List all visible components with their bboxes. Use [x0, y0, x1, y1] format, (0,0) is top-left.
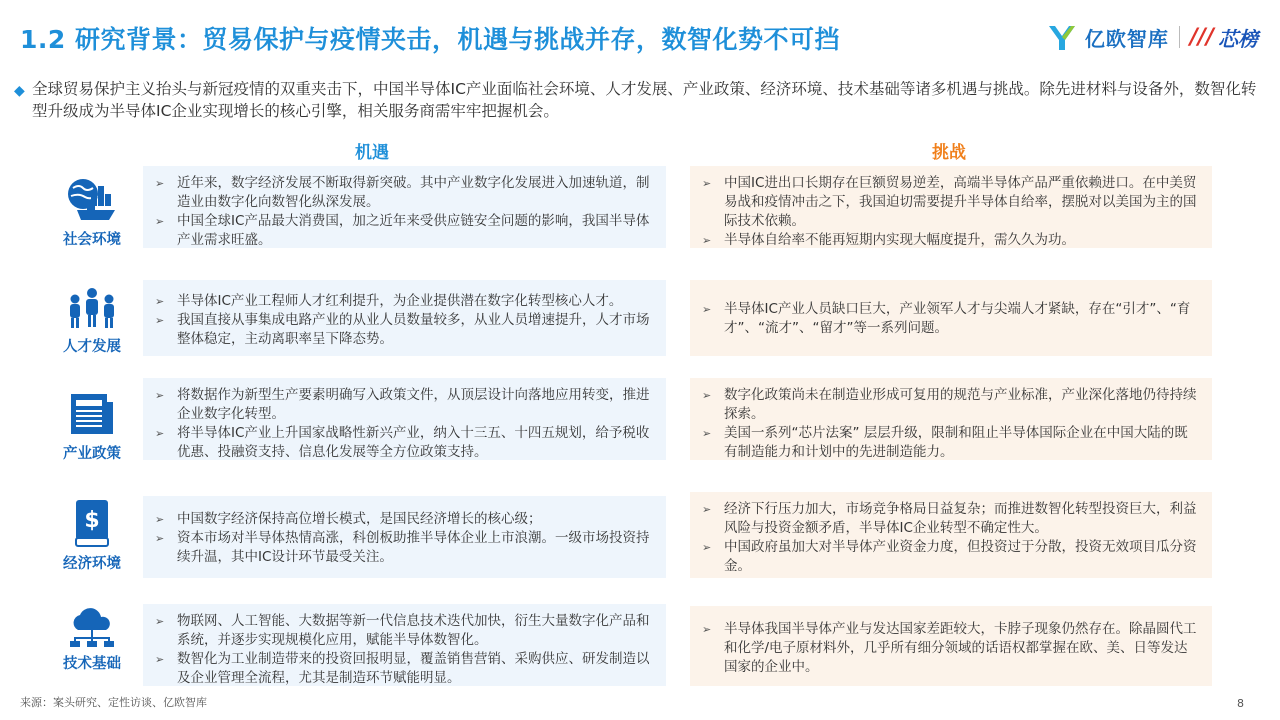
list-item: ➢ 近年来，数字经济发展不断取得新突破。其中产业数字化发展进入加速轨道，制造业由数字化向数智化纵深发展。	[155, 175, 650, 210]
row-icon-block	[52, 392, 132, 463]
source-note: 来源：案头研究、定性访谈、亿欧智库	[20, 696, 207, 709]
logo-primary-text: 亿欧智库	[1084, 26, 1169, 51]
arrow-bullet-icon: ➢	[702, 234, 712, 247]
row-label: 技术基础	[63, 656, 121, 672]
arrow-bullet-icon: ➢	[155, 427, 165, 440]
row-icon-block	[52, 498, 132, 573]
page-title: 1.2 研究背景：贸易保护与疫情夹击，机遇与挑战并存，数智化势不可挡	[20, 25, 840, 54]
challenges-box	[690, 280, 1212, 356]
opportunities-box	[143, 280, 666, 356]
brand-logos	[1045, 20, 1258, 54]
arrow-bullet-icon: ➢	[155, 653, 165, 666]
arrow-bullet-icon: ➢	[702, 623, 712, 636]
arrow-bullet-icon: ➢	[702, 541, 712, 554]
list-item: ➢ 物联网、人工智能、大数据等新一代信息技术迭代加快，衍生大量数字化产品和系统，并逐步实现规模化应用，赋能半导体数智化。	[155, 613, 650, 648]
arrow-bullet-icon: ➢	[155, 215, 165, 228]
list-item: ➢ 中国IC进出口长期存在巨额贸易逆差，高端半导体产品严重依赖进口。在中美贸易战和疫情冲击之下，我国迫切需要提升半导体自给率，摆脱对以美国为主的国际技术依赖。	[702, 175, 1197, 229]
list-item: ➢ 中国全球IC产品最大消费国，加之近年来受供应链安全问题的影响，我国半导体产业需求旺盛。	[155, 213, 650, 248]
arrow-bullet-icon: ➢	[702, 503, 712, 516]
arrow-bullet-icon: ➢	[155, 177, 165, 190]
row-icon-block	[52, 176, 132, 249]
svg-text:$: $	[84, 508, 100, 533]
opportunities-box	[143, 496, 666, 578]
list-item: ➢ 半导体自给率不能再短期内实现大幅度提升，需久久为功。	[702, 232, 1075, 248]
row-label: 社会环境	[63, 232, 121, 248]
list-item: ➢ 半导体IC产业工程师人才红利提升，为企业提供潜在数字化转型核心人才。	[155, 293, 623, 309]
yiou-logo-icon	[1045, 20, 1079, 54]
arrow-bullet-icon: ➢	[702, 303, 712, 316]
list-item: ➢ 数字化政策尚未在制造业形成可复用的规范与产业标准，产业深化落地仍待持续探索。	[702, 387, 1197, 422]
opportunities-box	[143, 604, 666, 686]
opportunities-box	[143, 378, 666, 460]
xinbang-logo-icon: ///	[1189, 24, 1214, 50]
row-icon-block	[52, 608, 132, 673]
list-item: ➢ 我国直接从事集成电路产业的从业人员数量较多，从业人员增速提升，人才市场整体稳定，主动离职率呈下降态势。	[155, 312, 650, 347]
list-item: ➢ 将数据作为新型生产要素明确写入政策文件，从顶层设计向落地应用转变，推进企业数字化转型。	[155, 387, 650, 422]
row-label: 人才发展	[63, 339, 121, 355]
intro-paragraph	[14, 78, 1262, 122]
logo-secondary	[1190, 23, 1258, 52]
arrow-bullet-icon: ➢	[155, 513, 165, 526]
opportunities-box	[143, 166, 666, 248]
arrow-bullet-icon: ➢	[155, 532, 165, 545]
page-number: 8	[1237, 697, 1244, 710]
arrow-bullet-icon: ➢	[155, 615, 165, 628]
diamond-bullet-icon: ◆	[14, 83, 25, 99]
list-item: ➢ 半导体我国半导体产业与发达国家差距较大，卡脖子现象仍然存在。除晶圆代工和化学/电子原材料外，几乎所有细分领域的话语权都掌握在欧、美、日等发达国家的企业中。	[702, 621, 1197, 675]
challenges-box	[690, 378, 1212, 460]
people-icon	[65, 287, 119, 331]
arrow-bullet-icon: ➢	[702, 177, 712, 190]
list-item: ➢ 中国数字经济保持高位增长模式，是国民经济增长的核心级；	[155, 511, 542, 527]
opportunities-heading: 机遇	[355, 143, 389, 163]
row-label: 经济环境	[63, 556, 121, 572]
intro-text: 全球贸易保护主义抬头与新冠疫情的双重夹击下，中国半导体IC产业面临社会环境、人才发展、产业政策、经济环境、技术基础等诸多机遇与挑战。除先进材料与设备外，数智化转型升级成为半导体IC企业实现增长的核心引擎，相关服务商需牢牢把握机会。	[32, 80, 1257, 120]
newspaper-icon	[67, 392, 117, 438]
arrow-bullet-icon: ➢	[155, 389, 165, 402]
list-item: ➢ 资本市场对半导体热情高涨，科创板助推半导体企业上市浪潮。一级市场投资持续升温，其中IC设计环节最受关注。	[155, 530, 650, 565]
city-ship-icon	[65, 176, 119, 224]
challenges-heading: 挑战	[932, 143, 966, 163]
cloud-network-icon	[64, 608, 120, 648]
logo-divider	[1179, 26, 1180, 48]
challenges-box	[690, 606, 1212, 686]
dollar-book-icon	[70, 498, 114, 548]
arrow-bullet-icon: ➢	[155, 314, 165, 327]
list-item: ➢ 美国一系列“芯片法案” 层层升级，限制和阻止半导体国际企业在中国大陆的既有制造能力和计划中的先进制造能力。	[702, 425, 1188, 460]
list-item: ➢ 数智化为工业制造带来的投资回报明显，覆盖销售营销、采购供应、研发制造以及企业管理全流程，尤其是制造环节赋能明显。	[155, 651, 650, 686]
logo-secondary-text: 芯榜	[1218, 26, 1258, 51]
list-item: ➢ 半导体IC产业人员缺口巨大，产业领军人才与尖端人才紧缺，存在“引才”、“育才”、“流才”、“留才”等一系列问题。	[702, 301, 1191, 336]
list-item: ➢ 将半导体IC产业上升国家战略性新兴产业，纳入十三五、十四五规划，给予税收优惠、投融资支持、信息化发展等全方位政策支持。	[155, 425, 650, 460]
challenges-box	[690, 166, 1212, 248]
arrow-bullet-icon: ➢	[702, 389, 712, 402]
row-icon-block	[52, 287, 132, 356]
list-item: ➢ 中国政府虽加大对半导体产业资金力度，但投资过于分散，投资无效项目瓜分资金。	[702, 539, 1197, 574]
list-item: ➢ 经济下行压力加大，市场竞争格局日益复杂；而推进数智化转型投资巨大，利益风险与投资金额矛盾，半导体IC企业转型不确定性大。	[702, 501, 1197, 536]
challenges-box	[690, 492, 1212, 578]
arrow-bullet-icon: ➢	[155, 295, 165, 308]
arrow-bullet-icon: ➢	[702, 427, 712, 440]
row-label: 产业政策	[63, 446, 121, 462]
